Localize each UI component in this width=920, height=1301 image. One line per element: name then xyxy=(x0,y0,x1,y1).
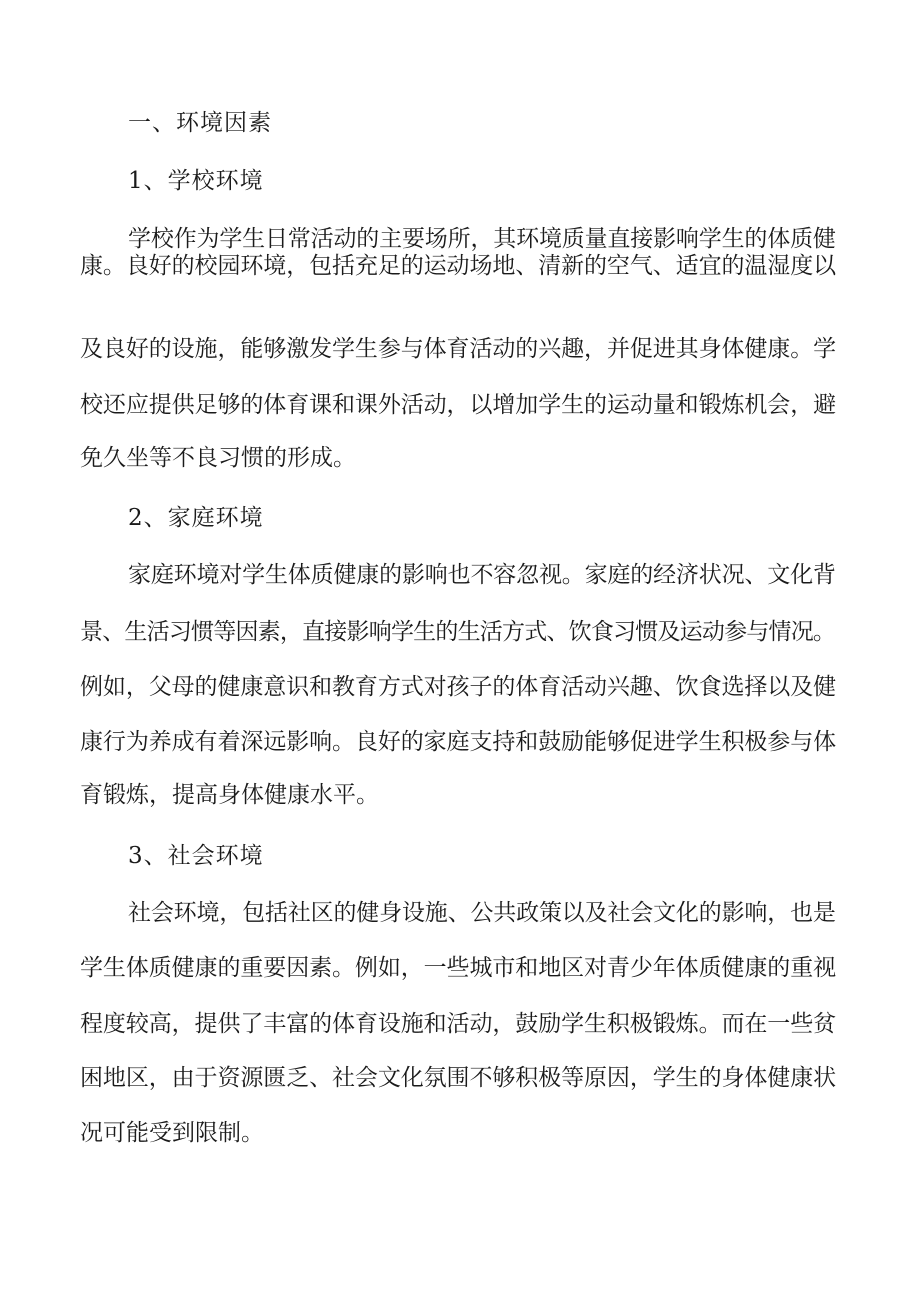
paragraph-line: 康。良好的校园环境，包括充足的运动场地、清新的空气、适宜的温湿度以 xyxy=(80,253,837,279)
subsection-heading-school: 1、学校环境 xyxy=(128,168,264,194)
paragraph-line: 学生体质健康的重要因素。例如，一些城市和地区对青少年体质健康的重视 xyxy=(80,955,837,981)
paragraph-line: 免久坐等不良习惯的形成。 xyxy=(80,445,356,471)
section-title: 一、环境因素 xyxy=(128,110,272,136)
paragraph-line: 康行为养成有着深远影响。良好的家庭支持和鼓励能够促进学生积极参与体 xyxy=(80,729,837,755)
paragraph-line: 育锻炼，提高身体健康水平。 xyxy=(80,782,379,808)
paragraph-line: 校还应提供足够的体育课和课外活动，以增加学生的运动量和锻炼机会，避 xyxy=(80,392,837,418)
subsection-heading-family: 2、家庭环境 xyxy=(128,505,264,531)
paragraph-line: 程度较高，提供了丰富的体育设施和活动，鼓励学生积极锻炼。而在一些贫 xyxy=(80,1011,837,1037)
paragraph-line: 例如，父母的健康意识和教育方式对孩子的体育活动兴趣、饮食选择以及健 xyxy=(80,674,837,700)
paragraph-line: 学校作为学生日常活动的主要场所，其环境质量直接影响学生的体质健 xyxy=(128,226,836,252)
paragraph-line: 景、生活习惯等因素，直接影响学生的生活方式、饮食习惯及运动参与情况。 xyxy=(80,619,836,645)
paragraph-line: 及良好的设施，能够激发学生参与体育活动的兴趣，并促进其身体健康。学 xyxy=(80,336,837,362)
paragraph-line: 困地区，由于资源匮乏、社会文化氛围不够积极等原因，学生的身体健康状 xyxy=(80,1065,837,1091)
paragraph-line: 况可能受到限制。 xyxy=(80,1120,264,1146)
paragraph-line: 社会环境，包括社区的健身设施、公共政策以及社会文化的影响，也是 xyxy=(128,900,836,926)
subsection-heading-society: 3、社会环境 xyxy=(128,843,264,869)
paragraph-line: 家庭环境对学生体质健康的影响也不容忽视。家庭的经济状况、文化背 xyxy=(128,562,836,588)
